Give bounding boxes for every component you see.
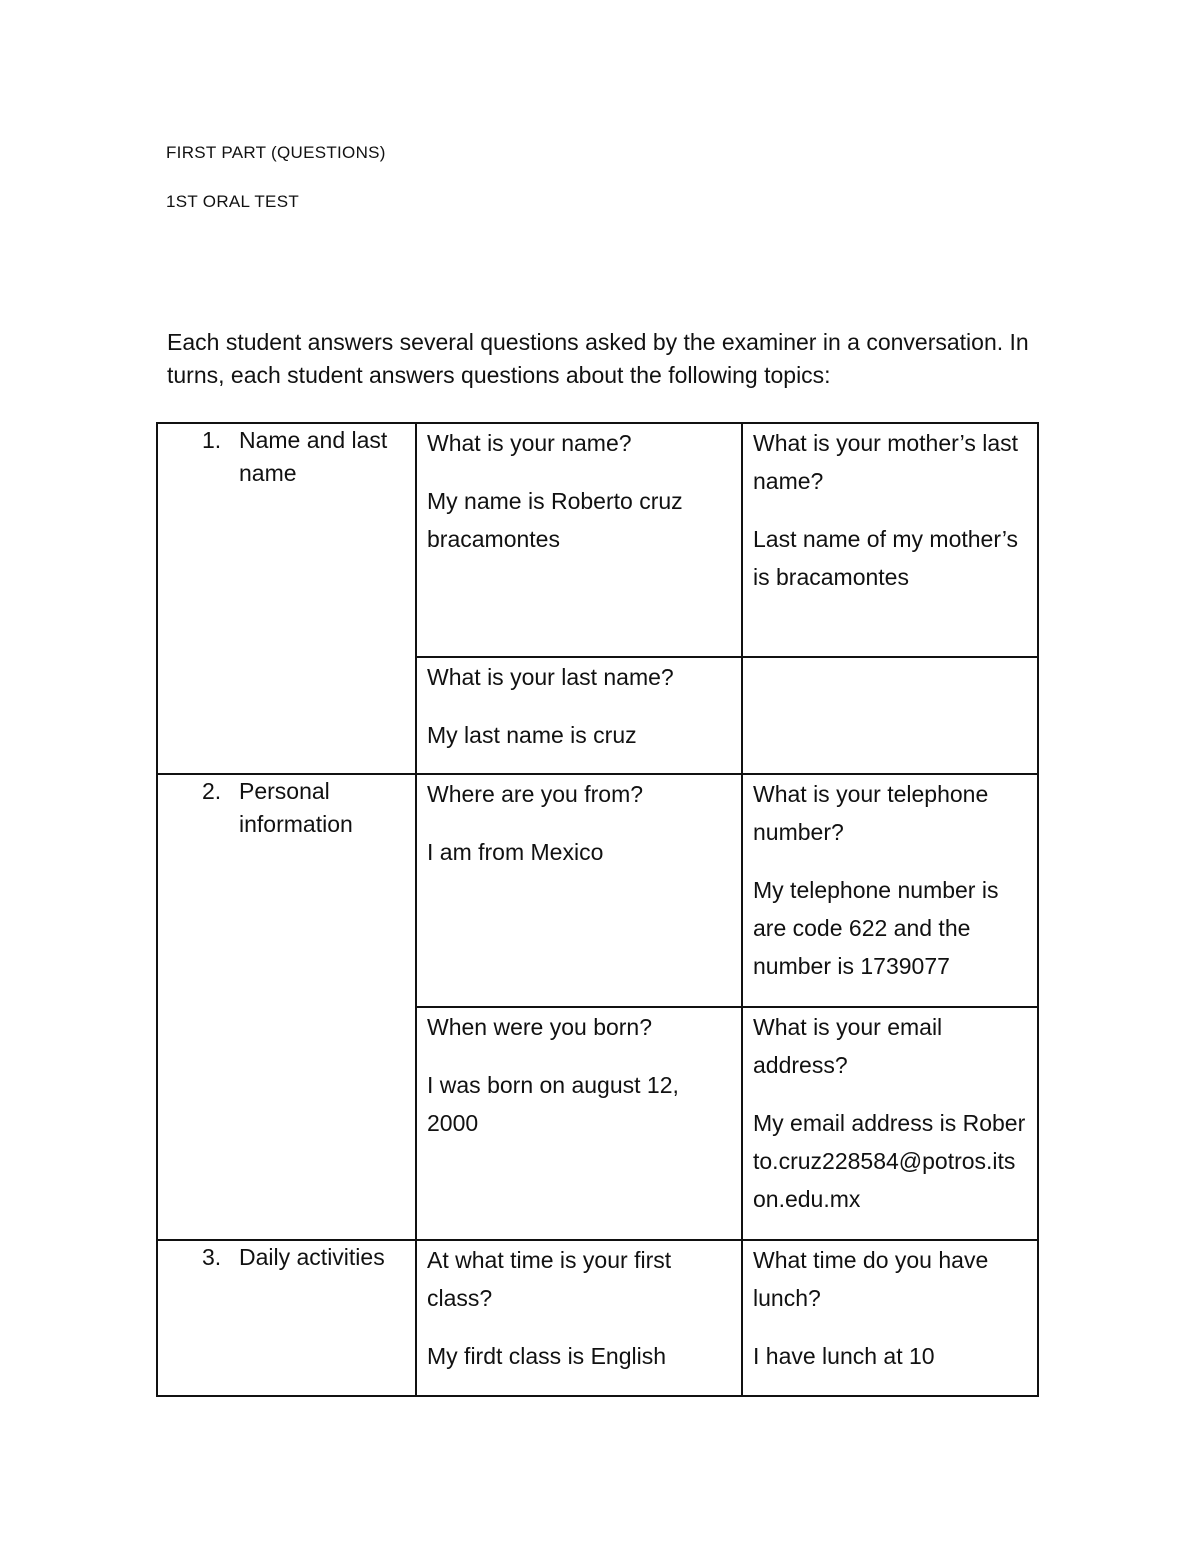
question-text: What is your telephone number?	[753, 781, 989, 845]
question-text: At what time is your first class?	[427, 1247, 672, 1311]
empty-cell	[742, 657, 1038, 774]
qa-cell	[416, 423, 742, 657]
qa-cell	[416, 774, 742, 1007]
question-text: What time do you have lunch?	[753, 1247, 989, 1311]
table-row	[157, 423, 1038, 657]
question-text: What is your email address?	[753, 1014, 943, 1078]
question-text: What is your last name?	[427, 664, 674, 690]
questions-table	[156, 422, 1039, 1397]
qa-cell	[416, 657, 742, 774]
topic-cell	[157, 423, 416, 774]
qa-cell	[742, 423, 1038, 657]
table-row	[157, 1240, 1038, 1396]
qa-cell	[416, 1240, 742, 1396]
topic-label: Name and last name	[239, 427, 388, 486]
answer-text: My firdt class is English	[427, 1343, 667, 1369]
answer-text: I am from Mexico	[427, 839, 604, 865]
answer-text: My last name is cruz	[427, 722, 637, 748]
answer-text: My name is Roberto cruz bracamontes	[427, 488, 683, 552]
topic-number: 3.	[202, 1244, 222, 1270]
answer-text: My telephone number is are code 622 and the number is 1739077	[753, 877, 999, 979]
question-text: Where are you from?	[427, 781, 644, 807]
answer-text: My email address is Roberto.cruz228584@potros.itson.edu.mx	[753, 1110, 1026, 1212]
topic-label: Daily activities	[239, 1244, 385, 1270]
answer-text: Last name of my mother’s is bracamontes	[753, 526, 1019, 590]
topic-number: 2.	[202, 778, 222, 804]
document-heading: FIRST PART (QUESTIONS)	[166, 143, 386, 162]
question-text: What is your mother’s last name?	[753, 430, 1019, 494]
qa-cell	[742, 774, 1038, 1007]
topic-cell	[157, 774, 416, 1240]
topic-number: 1.	[202, 427, 222, 453]
qa-cell	[742, 1007, 1038, 1240]
topic-label: Personal information	[239, 778, 353, 837]
answer-text: I was born on august 12, 2000	[427, 1072, 679, 1136]
document-subheading: 1ST ORAL TEST	[166, 192, 300, 211]
qa-cell	[416, 1007, 742, 1240]
qa-cell	[742, 1240, 1038, 1396]
topic-cell	[157, 1240, 416, 1396]
question-text: When were you born?	[427, 1014, 653, 1040]
instructions-paragraph: Each student answers several questions asked by the examiner in a conversation. In turns, each student answers questions about the following topics:	[167, 329, 1029, 388]
table-row	[157, 774, 1038, 1007]
answer-text: I have lunch at 10	[753, 1343, 935, 1369]
question-text: What is your name?	[427, 430, 632, 456]
